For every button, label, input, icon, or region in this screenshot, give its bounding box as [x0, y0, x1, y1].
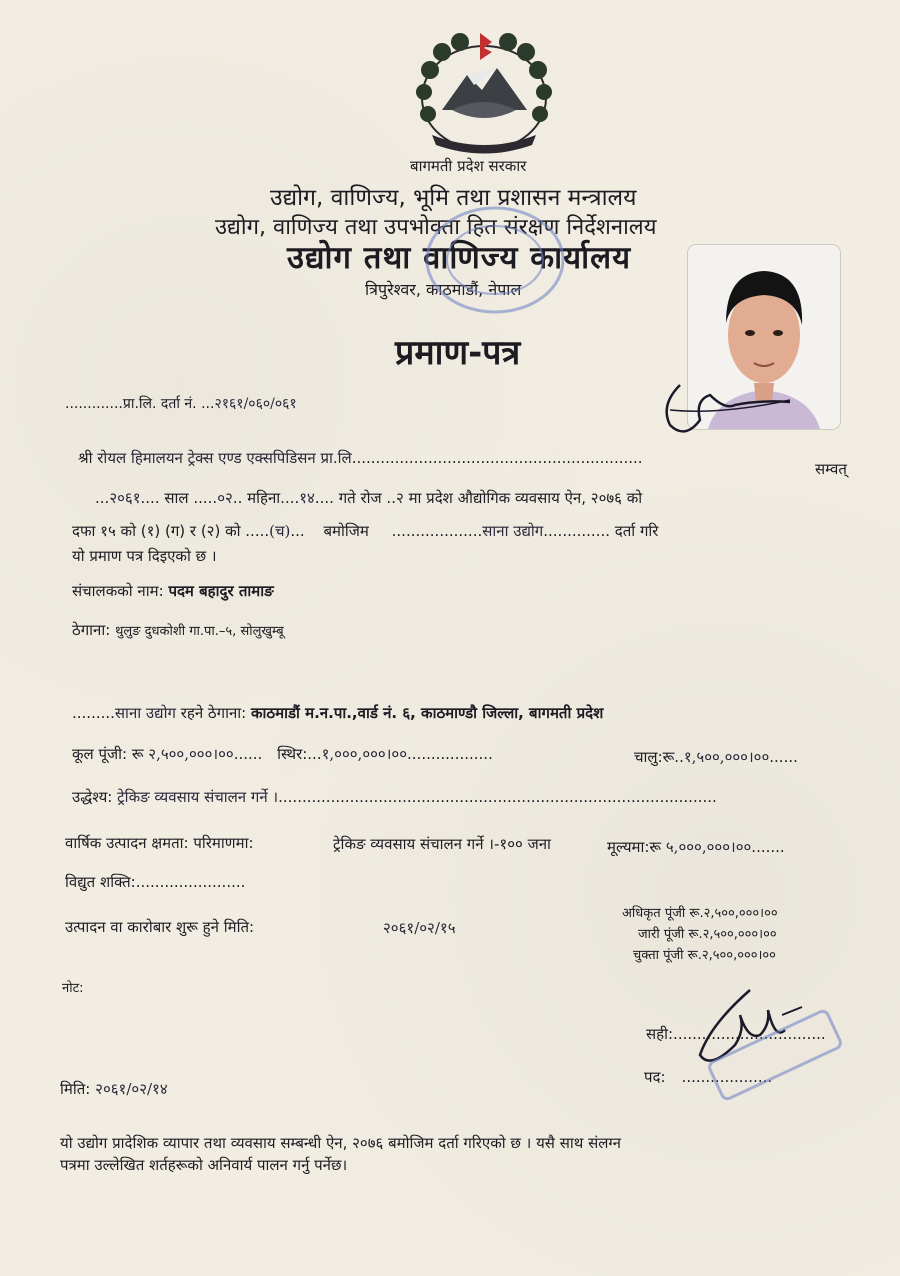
photo-signature	[640, 370, 800, 445]
body-line-1: श्री रोयल हिमालयन ट्रेक्स एण्ड एक्सपिडिसन प्रा.लि.............................................................	[78, 449, 643, 467]
value-label: मूल्यमा:रू	[607, 838, 662, 856]
section-text: दफा १५ को (१) (ग) र (२) को	[72, 522, 241, 540]
blue-office-stamp	[700, 1005, 850, 1115]
footer-line-2: पत्रमा उल्लेखित शर्तहरूको अनिवार्य पालन गर्नु पर्नेछ।	[60, 1156, 348, 1174]
industry-type-repeat: साना उद्योग	[114, 704, 176, 722]
capacity-amount-line: मूल्यमा:रू ५,०००,०००।००.......	[607, 838, 785, 856]
act-text: मा प्रदेश औद्योगिक व्यवसाय ऐन, २०७६ को	[408, 489, 643, 507]
office-stamp	[420, 200, 570, 320]
issued-capital: जारी पूंजी रू.२,५००,०००।००	[638, 927, 777, 942]
year-value: २०६१	[109, 489, 141, 507]
shree-label: श्री	[78, 449, 93, 467]
saal-label: साल	[164, 489, 189, 507]
reg-label: प्रा.लि. दर्ता नं.	[122, 396, 197, 412]
company-name: रोयल हिमालयन ट्रेक्स एण्ड एक्सपिडिसन प्रा.लि	[97, 449, 352, 467]
industry-type: साना उद्योग	[482, 522, 544, 540]
location-label: रहने ठेगाना:	[180, 704, 247, 722]
bamojim-label: बमोजिम	[323, 522, 369, 540]
registration-line: .............प्रा.लि. दर्ता नं. ...२१६१/०६०/०६१	[65, 396, 297, 412]
weekday-value: २	[395, 489, 404, 507]
samvat-label: सम्वत्	[815, 460, 847, 478]
operator-address: थुलुङ दुधकोशी गा.पा.–५, सोलुखुम्बू	[115, 624, 284, 639]
capacity-line	[65, 833, 254, 853]
date-label: मिति:	[60, 1080, 91, 1098]
darta-gari-label: दर्ता गरि	[614, 522, 659, 540]
designation-line: पद: ...................	[644, 1068, 773, 1086]
province-government: बागमती प्रदेश सरकार	[410, 157, 527, 175]
body-line-2: ...२०६१.... साल .....०२.. महिना....१४.... गते रोज ..२ मा प्रदेश औद्योगिक व्यवसाय ऐन, २०७६ को	[95, 489, 643, 507]
reg-number: २१६१/०६०/०६१	[214, 396, 297, 412]
fixed-capital: १,०००,०००।००	[321, 745, 408, 763]
address-label: ठेगाना:	[72, 621, 111, 639]
fixed-label: स्थिर:	[277, 745, 308, 763]
start-date: २०६१/०२/१५	[383, 919, 456, 937]
directorate-name: उद्योग, वाणिज्य तथा उपभोक्ता हित संरक्षण निर्देशनालय	[215, 215, 657, 240]
operator-label: संचालकको नाम:	[72, 582, 164, 600]
operator-address-line	[72, 620, 284, 640]
capacity-value: ट्रेकिङ व्यवसाय संचालन गर्ने ।-१०० जना	[333, 835, 551, 853]
operator-line	[72, 581, 274, 601]
objective-line: उद्धेश्य: ट्रेकिङ व्यवसाय संचालन गर्ने ।............................................................................................	[72, 788, 717, 806]
objective-label: उद्धेश्य:	[72, 788, 113, 806]
nepal-emblem-icon	[412, 30, 557, 160]
authorized-capital: अधिकृत पूंजी रू.२,५००,०००।००	[622, 906, 778, 921]
office-name: उद्योग तथा वाणिज्य कार्यालय	[287, 240, 632, 276]
total-capital: २,५००,०००।००	[148, 745, 234, 763]
working-capital: १,५००,०००।००	[683, 748, 770, 766]
day-value: १४	[299, 489, 315, 507]
quantity-label: परिमाणमा:	[193, 834, 254, 852]
month-value: ०२	[217, 489, 233, 507]
working-label: चालु:रू	[634, 748, 675, 766]
capacity-label: वार्षिक उत्पादन क्षमता:	[65, 834, 189, 852]
power-line: विद्युत शक्ति:.......................	[65, 873, 246, 891]
capital-label: कूल पूंजी: रू	[72, 745, 144, 763]
signature-label: सही:	[646, 1025, 674, 1043]
objective-value: ट्रेकिङ व्यवसाय संचालन गर्ने ।	[117, 788, 279, 806]
signature-line: सही:................................	[646, 1025, 826, 1043]
ministry-name: उद्योग, वाणिज्य, भूमि तथा प्रशासन मन्त्रालय	[270, 185, 637, 211]
mahina-label: महिना	[247, 489, 281, 507]
body-line-3: दफा १५ को (१) (ग) र (२) को .....(च)... बमोजिम ...................साना उद्योग.............. दर्ता गरि	[72, 522, 659, 540]
industry-location-line: .........साना उद्योग रहने ठेगाना: काठमाडौं म.न.पा.,वार्ड नं. ६, काठमाण्डौ जिल्ला, बागमती प्रदेश	[72, 704, 604, 722]
capacity-amount: ५,०००,०००।००	[665, 838, 752, 856]
industry-location: काठमाडौं म.न.पा.,वार्ड नं. ६, काठमाण्डौ जिल्ला, बागमती प्रदेश	[251, 704, 604, 722]
gate-roj-label: गते रोज	[338, 489, 382, 507]
power-label: विद्युत शक्ति:	[65, 873, 136, 891]
capital-line: कूल पूंजी: रू २,५००,०००।००...... स्थिर:...१,०००,०००।००..................	[72, 745, 493, 763]
certificate-title: प्रमाण-पत्र	[395, 333, 521, 373]
note-label: नोट:	[62, 981, 84, 996]
start-label: उत्पादन वा कारोबार शुरू हुने मिति:	[65, 918, 255, 936]
working-capital-line: चालु:रू..१,५००,०००।००......	[634, 748, 798, 766]
office-address: त्रिपुरेश्वर, काठमाडौं, नेपाल	[365, 280, 522, 299]
issue-date-line	[60, 1079, 168, 1099]
designation-label: पद:	[644, 1068, 666, 1086]
footer-line-1: यो उद्योग प्रादेशिक व्यापार तथा व्यवसाय सम्बन्धी ऐन, २०७६ बमोजिम दर्ता गरिएको छ । यसै साथ संलग्न	[60, 1134, 621, 1152]
issued-text: यो प्रमाण पत्र दिइएको छ ।	[72, 547, 217, 565]
clause-value: (च)	[269, 522, 291, 540]
paid-capital: चुक्ता पूंजी रू.२,५००,०००।००	[633, 948, 776, 963]
issue-date: २०६१/०२/१४	[95, 1080, 168, 1098]
operator-name: पदम बहादुर तामाङ	[168, 582, 274, 600]
